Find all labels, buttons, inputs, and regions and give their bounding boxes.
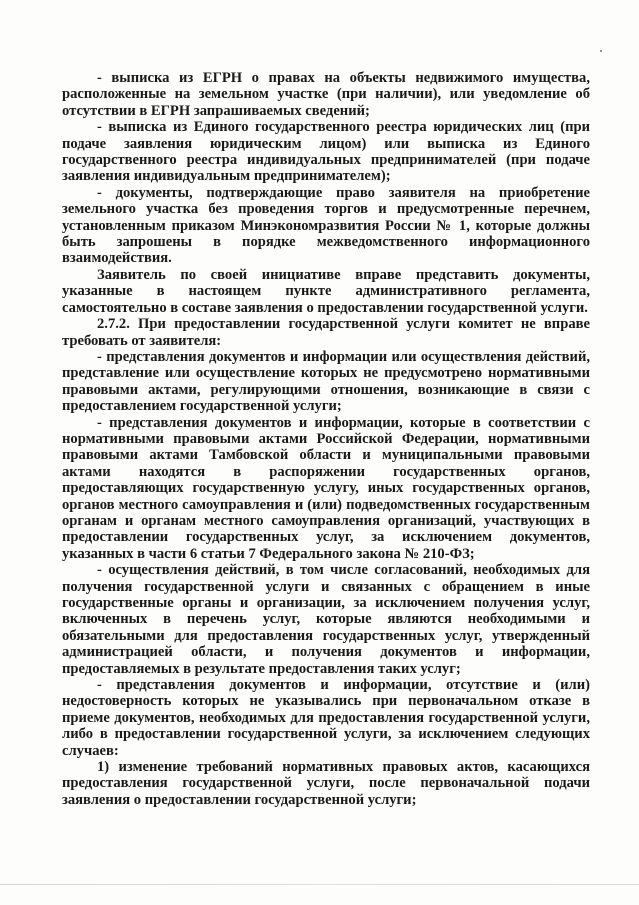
paragraph-egrn-extract: - выписка из ЕГРН о правах на объекты недвижимого имущества, расположенные на земельном участке (при наличии), или уведомление об отсутствии в ЕГРН запрашиваемых сведений; bbox=[62, 70, 590, 119]
paragraph-approvals: - осуществления действий, в том числе согласований, необходимых для получения государственной услуги и связанных с обращением в иные государственные органы и организации, за исключением получения услуг, включенных в перечень услуг, которые являются необходимыми и обязательными для предоставления государственных услуг, утвержденный администрацией области, и получения документов и информации, предоставляемых в результате предоставления таких услуг; bbox=[62, 562, 590, 677]
paragraph-section-2-7-2: 2.7.2. При предоставлении государственной услуги комитет не вправе требовать от заявителя: bbox=[62, 316, 590, 349]
document-body bbox=[62, 70, 590, 808]
page-bottom-edge bbox=[0, 884, 639, 885]
paragraph-not-required-actions: - представления документов и информации или осуществления действий, представление или осуществление которых не предусмотрено нормативными правовыми актами, регулирующими отношения, возникающие в связи с предоставлением государственной услуги; bbox=[62, 348, 590, 415]
scan-speck bbox=[600, 50, 602, 52]
paragraph-documents-held-by-agencies: - представления документов и информации, которые в соответствии с нормативными правовыми актами Российской Федерации, нормативными правовыми актами Тамбовской области и муниципальными правовыми актами находятся в распоряжении государственных органов, предоставляющих государственную услугу, иных государственных органов, органов местного самоуправления и (или) подведомственных государственным органам и органам местного самоуправления организаций, участвующих в предоставлении государственных услуг, за исключением документов, указанных в части 6 статьи 7 Федерального закона № 210-ФЗ; bbox=[62, 414, 590, 562]
paragraph-supporting-documents: - документы, подтверждающие право заявителя на приобретение земельного участка без проведения торгов и предусмотренные перечнем, установленным приказом Минэкономразвития России № 1, которые должны быть запрошены в порядке межведомственного информационного взаимодействия. bbox=[62, 184, 590, 267]
paragraph-previous-refusal: - представления документов и информации, отсутствие и (или) недостоверность которых не указывались при первоначальном отказе в приеме документов, необходимых для предоставления государственной услуги, либо в предоставлении государственной услуги, за исключением следующих случаев: bbox=[62, 677, 590, 759]
paragraph-egrul-extract: - выписка из Единого государственного реестра юридических лиц (при подаче заявления юридическим лицом) или выписка из Единого государственного реестра индивидуальных предпринимателей (при подаче заявления индивидуальным предпринимателем); bbox=[62, 119, 590, 185]
paragraph-case-1: 1) изменение требований нормативных правовых актов, касающихся предоставления государственной услуги, после первоначальной подачи заявления о предоставлении государственной услуги; bbox=[62, 759, 590, 808]
paragraph-applicant-right: Заявитель по своей инициативе вправе представить документы, указанные в настоящем пункте административного регламента, самостоятельно в составе заявления о предоставлении государственной услуги. bbox=[62, 266, 590, 316]
